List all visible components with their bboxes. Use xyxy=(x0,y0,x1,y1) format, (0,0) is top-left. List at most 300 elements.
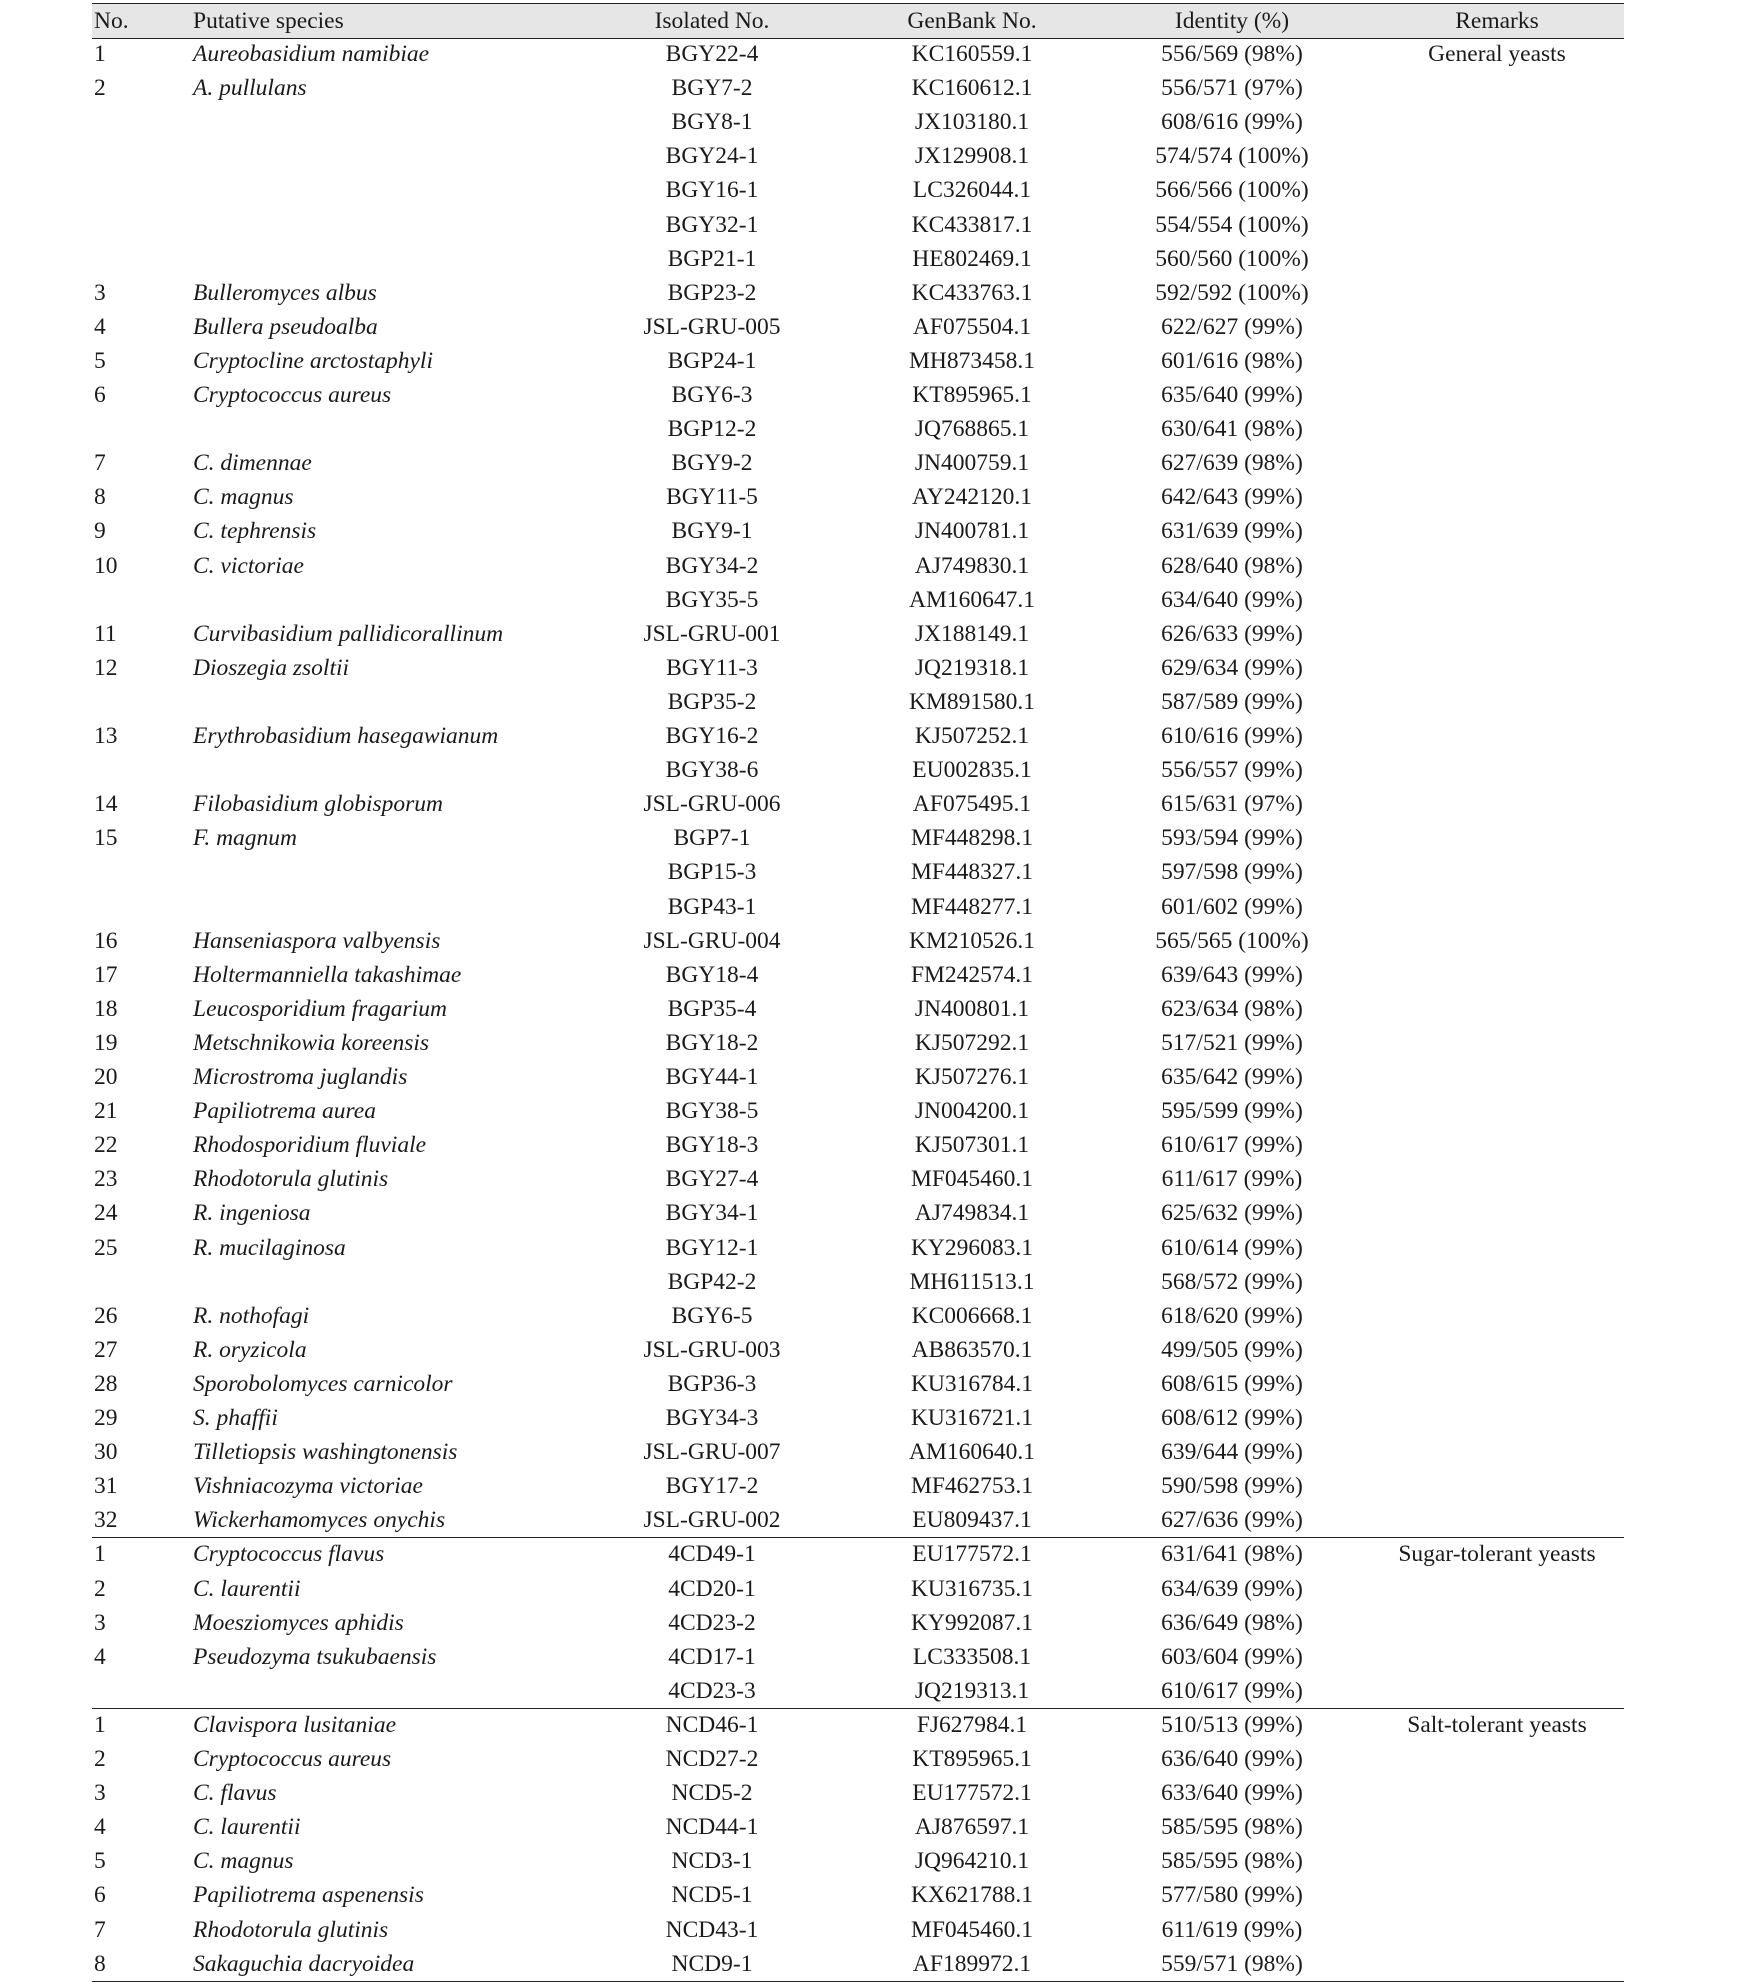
table-row xyxy=(92,890,1624,924)
cell-isolated: BGP35-4 xyxy=(667,995,757,1022)
cell-identity: 593/594 (99%) xyxy=(1161,825,1303,852)
cell-genbank: JX129908.1 xyxy=(914,143,1030,170)
cell-isolated: BGY34-3 xyxy=(665,1405,759,1431)
cell-identity: 631/639 (99%) xyxy=(1161,518,1303,545)
cell-identity: 611/619 (99%) xyxy=(1161,1916,1303,1943)
cell-species: Metschnikowia koreensis xyxy=(193,1029,430,1056)
cell-no: 24 xyxy=(94,1200,118,1227)
cell-identity: 630/641 (98%) xyxy=(1161,416,1303,443)
table-row xyxy=(92,37,1624,71)
cell-species: Filobasidium globisporum xyxy=(193,791,444,818)
cell-identity: 628/640 (98%) xyxy=(1161,552,1303,579)
cell-species: C. victoriae xyxy=(193,552,304,579)
cell-no: 27 xyxy=(94,1336,118,1363)
cell-genbank: KC006668.1 xyxy=(911,1302,1033,1329)
table-row xyxy=(92,105,1624,139)
cell-identity: 597/598 (99%) xyxy=(1161,859,1303,886)
cell-genbank: MF045460.1 xyxy=(910,1916,1034,1943)
cell-isolated: BGY12-1 xyxy=(665,1234,759,1261)
table-row xyxy=(92,276,1624,310)
table-row xyxy=(92,1810,1624,1844)
cell-genbank: MF462753.1 xyxy=(910,1473,1034,1500)
cell-no: 9 xyxy=(94,518,106,545)
cell-isolated: BGP42-2 xyxy=(667,1268,757,1295)
cell-isolated: NCD5-2 xyxy=(671,1780,753,1807)
cell-isolated: BGY16-1 xyxy=(665,177,759,204)
cell-isolated: NCD9-1 xyxy=(671,1950,753,1977)
table-header xyxy=(92,3,1624,39)
cell-identity: 634/640 (99%) xyxy=(1161,586,1303,613)
cell-identity: 635/640 (99%) xyxy=(1161,382,1303,408)
cell-identity: 565/565 (100%) xyxy=(1155,927,1309,954)
cell-isolated: BGY16-2 xyxy=(665,723,759,749)
table-row xyxy=(92,1094,1624,1128)
cell-species: Bullera pseudoalba xyxy=(193,313,378,340)
cell-genbank: KJ507292.1 xyxy=(914,1029,1030,1056)
cell-no: 8 xyxy=(94,484,106,511)
table-row xyxy=(92,1231,1624,1265)
cell-genbank: HE802469.1 xyxy=(912,245,1032,272)
cell-no: 6 xyxy=(94,1882,106,1909)
cell-identity: 623/634 (98%) xyxy=(1161,995,1303,1022)
cell-no: 13 xyxy=(94,723,118,749)
cell-genbank: KU316735.1 xyxy=(910,1575,1034,1602)
table-row xyxy=(92,1333,1624,1367)
table-row xyxy=(92,1162,1624,1196)
cell-genbank: KM891580.1 xyxy=(909,688,1035,715)
header-isolated: Isolated No. xyxy=(654,8,770,34)
table-row xyxy=(92,480,1624,514)
table-row xyxy=(92,1674,1624,1708)
cell-species: R. mucilaginosa xyxy=(193,1234,346,1261)
cell-no: 2 xyxy=(94,1575,106,1602)
cell-genbank: EU177572.1 xyxy=(912,1780,1032,1807)
cell-identity: 559/571 (98%) xyxy=(1161,1950,1303,1977)
cell-isolated: 4CD23-2 xyxy=(668,1609,756,1636)
cell-isolated: BGY38-5 xyxy=(665,1098,759,1125)
table-row xyxy=(92,139,1624,173)
cell-isolated: JSL-GRU-005 xyxy=(643,313,781,340)
cell-identity: 603/604 (99%) xyxy=(1161,1643,1303,1670)
cell-genbank: AJ876597.1 xyxy=(914,1814,1030,1841)
cell-isolated: 4CD49-1 xyxy=(668,1541,756,1568)
table-row xyxy=(92,378,1624,412)
cell-isolated: BGY34-1 xyxy=(665,1200,759,1227)
cell-identity: 608/615 (99%) xyxy=(1161,1370,1303,1397)
cell-species: C. flavus xyxy=(193,1780,277,1807)
cell-genbank: EU809437.1 xyxy=(912,1507,1032,1534)
header-no: No. xyxy=(94,8,129,34)
cell-isolated: BGY18-4 xyxy=(665,961,759,988)
cell-isolated: BGY9-2 xyxy=(671,450,753,477)
cell-genbank: JQ768865.1 xyxy=(914,416,1030,443)
cell-no: 31 xyxy=(94,1473,118,1500)
cell-isolated: BGP12-2 xyxy=(667,416,757,443)
cell-genbank: AY242120.1 xyxy=(912,484,1032,511)
cell-genbank: AJ749834.1 xyxy=(914,1200,1030,1227)
cell-identity: 560/560 (100%) xyxy=(1155,245,1309,272)
table-row xyxy=(92,583,1624,617)
cell-no: 30 xyxy=(94,1439,118,1466)
cell-remarks: General yeasts xyxy=(1428,41,1566,67)
cell-genbank: KY296083.1 xyxy=(910,1234,1034,1261)
table-row xyxy=(92,412,1624,446)
cell-genbank: JN400801.1 xyxy=(914,995,1030,1022)
table-row xyxy=(92,242,1624,276)
cell-no: 3 xyxy=(94,1609,106,1636)
table-row xyxy=(92,1299,1624,1333)
cell-identity: 590/598 (99%) xyxy=(1161,1473,1303,1500)
cell-identity: 608/612 (99%) xyxy=(1161,1405,1303,1431)
table-row xyxy=(92,719,1624,753)
cell-no: 23 xyxy=(94,1166,118,1193)
cell-species: Cryptocline arctostaphyli xyxy=(193,347,433,374)
cell-species: F. magnum xyxy=(193,825,298,852)
cell-genbank: JQ219318.1 xyxy=(914,654,1030,681)
cell-genbank: MF448298.1 xyxy=(910,825,1034,852)
cell-identity: 611/617 (99%) xyxy=(1161,1166,1303,1193)
cell-no: 19 xyxy=(94,1029,118,1056)
cell-species: Cryptococcus aureus xyxy=(193,1746,392,1772)
cell-identity: 608/616 (99%) xyxy=(1161,109,1303,136)
cell-identity: 610/614 (99%) xyxy=(1161,1234,1303,1261)
cell-species: Rhodotorula glutinis xyxy=(193,1916,389,1943)
table-row xyxy=(92,1708,1624,1742)
cell-no: 28 xyxy=(94,1370,118,1397)
table-row xyxy=(92,958,1624,992)
cell-species: Holtermanniella takashimae xyxy=(193,961,462,988)
cell-isolated: BGP35-2 xyxy=(667,688,757,715)
cell-genbank: JN400759.1 xyxy=(914,450,1030,477)
table-row xyxy=(92,1742,1624,1776)
cell-genbank: KM210526.1 xyxy=(909,927,1035,954)
cell-no: 12 xyxy=(94,654,118,681)
cell-isolated: BGP21-1 xyxy=(667,245,757,272)
cell-identity: 566/566 (100%) xyxy=(1155,177,1309,204)
cell-identity: 601/602 (99%) xyxy=(1161,893,1303,920)
cell-identity: 629/634 (99%) xyxy=(1161,654,1303,681)
cell-genbank: AB863570.1 xyxy=(911,1336,1033,1363)
table-row xyxy=(92,208,1624,242)
cell-identity: 635/642 (99%) xyxy=(1161,1064,1303,1090)
table-row xyxy=(92,1469,1624,1503)
cell-genbank: KJ507301.1 xyxy=(914,1132,1030,1159)
table-row xyxy=(92,1537,1624,1571)
cell-identity: 625/632 (99%) xyxy=(1161,1200,1303,1227)
cell-identity: 615/631 (97%) xyxy=(1161,791,1303,818)
cell-genbank: KU316721.1 xyxy=(910,1405,1034,1431)
cell-isolated: BGY32-1 xyxy=(665,211,759,238)
table-row xyxy=(92,71,1624,105)
cell-species: Pseudozyma tsukubaensis xyxy=(193,1643,437,1670)
cell-genbank: JN004200.1 xyxy=(914,1098,1030,1125)
cell-identity: 610/617 (99%) xyxy=(1161,1132,1303,1159)
header-genbank: GenBank No. xyxy=(907,8,1037,34)
cell-genbank: JX188149.1 xyxy=(914,620,1030,647)
cell-genbank: AF075495.1 xyxy=(912,791,1032,818)
cell-identity: 585/595 (98%) xyxy=(1161,1814,1303,1841)
cell-species: Clavispora lusitaniae xyxy=(193,1711,397,1738)
header-species: Putative species xyxy=(193,8,344,34)
cell-no: 14 xyxy=(94,791,118,818)
cell-genbank: KT895965.1 xyxy=(912,1746,1032,1772)
cell-isolated: BGP24-1 xyxy=(667,347,757,374)
cell-no: 15 xyxy=(94,825,118,852)
cell-identity: 618/620 (99%) xyxy=(1161,1302,1303,1329)
cell-identity: 639/644 (99%) xyxy=(1161,1439,1303,1466)
cell-genbank: JQ964210.1 xyxy=(914,1848,1030,1875)
table-row xyxy=(92,1503,1624,1537)
cell-isolated: NCD46-1 xyxy=(665,1711,759,1738)
table-row xyxy=(92,651,1624,685)
table-row xyxy=(92,1435,1624,1469)
cell-genbank: AF189972.1 xyxy=(912,1950,1032,1977)
cell-genbank: JX103180.1 xyxy=(914,109,1030,136)
table-row xyxy=(92,344,1624,378)
cell-isolated: BGY6-5 xyxy=(671,1302,753,1329)
table-row xyxy=(92,617,1624,651)
cell-identity: 639/643 (99%) xyxy=(1161,961,1303,988)
cell-no: 4 xyxy=(94,1814,106,1841)
cell-no: 29 xyxy=(94,1405,118,1431)
cell-identity: 626/633 (99%) xyxy=(1161,620,1303,647)
cell-identity: 568/572 (99%) xyxy=(1161,1268,1303,1295)
cell-identity: 610/617 (99%) xyxy=(1161,1677,1303,1704)
cell-identity: 554/554 (100%) xyxy=(1155,211,1309,238)
cell-isolated: BGY6-3 xyxy=(671,382,753,408)
cell-isolated: 4CD17-1 xyxy=(668,1643,756,1670)
cell-identity: 574/574 (100%) xyxy=(1155,143,1309,170)
table-row xyxy=(92,1060,1624,1094)
cell-genbank: KC433763.1 xyxy=(911,279,1033,306)
cell-no: 8 xyxy=(94,1950,106,1977)
cell-identity: 633/640 (99%) xyxy=(1161,1780,1303,1807)
cell-isolated: NCD43-1 xyxy=(665,1916,759,1943)
cell-isolated: BGY9-1 xyxy=(671,518,753,545)
cell-isolated: BGY24-1 xyxy=(665,143,759,170)
cell-isolated: BGY38-6 xyxy=(665,757,759,784)
cell-remarks: Sugar-tolerant yeasts xyxy=(1398,1541,1596,1568)
table-row xyxy=(92,992,1624,1026)
table-row xyxy=(92,549,1624,583)
cell-identity: 556/571 (97%) xyxy=(1161,75,1303,102)
cell-species: R. nothofagi xyxy=(193,1302,310,1329)
cell-species: C. tephrensis xyxy=(193,518,317,545)
cell-identity: 585/595 (98%) xyxy=(1161,1848,1303,1875)
cell-species: C. magnus xyxy=(193,484,294,511)
cell-genbank: KY992087.1 xyxy=(910,1609,1034,1636)
cell-species: Papiliotrema aurea xyxy=(193,1098,376,1125)
cell-identity: 592/592 (100%) xyxy=(1155,279,1309,306)
cell-species: Aureobasidium namibiae xyxy=(193,41,430,67)
cell-no: 1 xyxy=(94,41,106,67)
cell-isolated: BGY17-2 xyxy=(665,1473,759,1500)
table-row xyxy=(92,924,1624,958)
cell-no: 20 xyxy=(94,1064,118,1090)
cell-genbank: MF448277.1 xyxy=(910,893,1034,920)
cell-isolated: JSL-GRU-001 xyxy=(643,620,781,647)
table-row xyxy=(92,1947,1624,1981)
cell-species: R. ingeniosa xyxy=(193,1200,311,1227)
cell-isolated: JSL-GRU-003 xyxy=(643,1336,781,1363)
cell-genbank: LC333508.1 xyxy=(912,1643,1032,1670)
table-row xyxy=(92,1913,1624,1947)
table-row xyxy=(92,310,1624,344)
table-row xyxy=(92,1401,1624,1435)
cell-species: Dioszegia zsoltii xyxy=(193,654,350,681)
cell-no: 3 xyxy=(94,1780,106,1807)
table-row xyxy=(92,446,1624,480)
cell-genbank: FJ627984.1 xyxy=(916,1711,1028,1738)
cell-no: 7 xyxy=(94,1916,106,1943)
cell-no: 5 xyxy=(94,347,106,374)
header-remarks: Remarks xyxy=(1455,8,1539,34)
cell-no: 10 xyxy=(94,552,118,579)
cell-isolated: 4CD20-1 xyxy=(668,1575,756,1602)
cell-species: Leucosporidium fragarium xyxy=(193,995,447,1022)
table-row xyxy=(92,855,1624,889)
cell-genbank: EU002835.1 xyxy=(912,757,1032,784)
cell-no: 17 xyxy=(94,961,118,988)
cell-genbank: MF045460.1 xyxy=(910,1166,1034,1193)
cell-genbank: KU316784.1 xyxy=(910,1370,1034,1397)
cell-isolated: BGY34-2 xyxy=(665,552,759,579)
table-row xyxy=(92,1640,1624,1674)
table-row xyxy=(92,1572,1624,1606)
cell-identity: 601/616 (98%) xyxy=(1161,347,1303,374)
cell-genbank: AF075504.1 xyxy=(912,313,1032,340)
table-row xyxy=(92,821,1624,855)
cell-species: C. dimennae xyxy=(193,450,312,477)
cell-no: 3 xyxy=(94,279,106,306)
cell-isolated: JSL-GRU-006 xyxy=(643,791,781,818)
table-row xyxy=(92,1878,1624,1912)
cell-no: 1 xyxy=(94,1541,106,1568)
cell-identity: 636/640 (99%) xyxy=(1161,1746,1303,1772)
cell-no: 16 xyxy=(94,927,118,954)
cell-no: 22 xyxy=(94,1132,118,1159)
cell-identity: 556/557 (99%) xyxy=(1161,757,1303,784)
cell-genbank: MH873458.1 xyxy=(909,347,1035,374)
cell-identity: 595/599 (99%) xyxy=(1161,1098,1303,1125)
cell-genbank: KT895965.1 xyxy=(912,382,1032,408)
cell-no: 6 xyxy=(94,382,106,408)
cell-species: Papiliotrema aspenensis xyxy=(193,1882,424,1909)
cell-genbank: MF448327.1 xyxy=(910,859,1034,886)
cell-species: C. magnus xyxy=(193,1848,294,1875)
cell-isolated: BGY27-4 xyxy=(665,1166,759,1193)
cell-isolated: BGY44-1 xyxy=(665,1064,759,1090)
cell-isolated: JSL-GRU-004 xyxy=(643,927,781,954)
header-identity: Identity (%) xyxy=(1174,8,1290,34)
cell-identity: 642/643 (99%) xyxy=(1161,484,1303,511)
cell-isolated: BGP23-2 xyxy=(667,279,757,306)
cell-species: Bulleromyces albus xyxy=(193,279,377,306)
cell-no: 4 xyxy=(94,313,106,340)
cell-species: Vishniacozyma victoriae xyxy=(193,1473,423,1500)
table-row xyxy=(92,753,1624,787)
cell-no: 11 xyxy=(94,620,117,647)
cell-genbank: JQ219313.1 xyxy=(914,1677,1030,1704)
cell-isolated: BGY11-3 xyxy=(666,654,758,681)
cell-isolated: BGP15-3 xyxy=(667,859,757,886)
cell-isolated: BGY22-4 xyxy=(665,41,759,67)
cell-species: Microstroma juglandis xyxy=(193,1064,408,1090)
cell-genbank: AM160640.1 xyxy=(909,1439,1035,1466)
table-row xyxy=(92,173,1624,207)
cell-isolated: JSL-GRU-007 xyxy=(643,1439,781,1466)
cell-isolated: BGY18-2 xyxy=(665,1029,759,1056)
cell-no: 4 xyxy=(94,1643,106,1670)
cell-genbank: AJ749830.1 xyxy=(914,552,1030,579)
cell-isolated: BGY18-3 xyxy=(665,1132,759,1159)
cell-genbank: LC326044.1 xyxy=(912,177,1032,204)
cell-isolated: JSL-GRU-002 xyxy=(643,1507,781,1534)
cell-genbank: JN400781.1 xyxy=(914,518,1030,545)
cell-species: Curvibasidium pallidicorallinum xyxy=(193,620,504,647)
cell-no: 26 xyxy=(94,1302,118,1329)
cell-isolated: BGY7-2 xyxy=(671,75,753,102)
cell-no: 25 xyxy=(94,1234,118,1261)
cell-genbank: FM242574.1 xyxy=(910,961,1034,988)
table-row xyxy=(92,1606,1624,1640)
cell-no: 2 xyxy=(94,1746,106,1772)
cell-no: 21 xyxy=(94,1098,118,1125)
cell-identity: 587/589 (99%) xyxy=(1161,688,1303,715)
cell-species: Rhodotorula glutinis xyxy=(193,1166,389,1193)
cell-identity: 510/513 (99%) xyxy=(1161,1711,1303,1738)
cell-no: 1 xyxy=(94,1711,106,1738)
cell-genbank: KC160559.1 xyxy=(911,41,1033,67)
cell-identity: 556/569 (98%) xyxy=(1161,41,1303,67)
cell-isolated: BGY35-5 xyxy=(665,586,759,613)
cell-species: Sporobolomyces carnicolor xyxy=(193,1370,453,1397)
cell-isolated: BGP43-1 xyxy=(667,893,757,920)
cell-isolated: NCD44-1 xyxy=(665,1814,759,1841)
table-row xyxy=(92,1367,1624,1401)
cell-genbank: KC160612.1 xyxy=(911,75,1033,102)
cell-genbank: MH611513.1 xyxy=(909,1268,1035,1295)
cell-species: A. pullulans xyxy=(193,75,307,102)
cell-species: Rhodosporidium fluviale xyxy=(193,1132,427,1159)
cell-species: Sakaguchia dacryoidea xyxy=(193,1950,415,1977)
cell-isolated: BGP7-1 xyxy=(673,825,751,852)
cell-identity: 627/636 (99%) xyxy=(1161,1507,1303,1534)
table-row xyxy=(92,1196,1624,1230)
cell-isolated: NCD27-2 xyxy=(665,1746,759,1772)
cell-remarks: Salt-tolerant yeasts xyxy=(1407,1711,1587,1738)
cell-species: Hanseniaspora valbyensis xyxy=(193,927,441,954)
cell-species: C. laurentii xyxy=(193,1575,301,1602)
cell-identity: 517/521 (99%) xyxy=(1161,1029,1303,1056)
cell-genbank: KC433817.1 xyxy=(911,211,1033,238)
cell-no: 18 xyxy=(94,995,118,1022)
cell-no: 7 xyxy=(94,450,106,477)
cell-identity: 636/649 (98%) xyxy=(1161,1609,1303,1636)
cell-species: Wickerhamomyces onychis xyxy=(193,1507,446,1534)
cell-isolated: 4CD23-3 xyxy=(668,1677,756,1704)
cell-species: Tilletiopsis washingtonensis xyxy=(193,1439,458,1466)
cell-isolated: BGP36-3 xyxy=(667,1370,757,1397)
cell-genbank: KX621788.1 xyxy=(910,1882,1034,1909)
cell-species: Moesziomyces aphidis xyxy=(193,1609,404,1636)
cell-identity: 631/641 (98%) xyxy=(1161,1541,1303,1568)
table-row xyxy=(92,1776,1624,1810)
cell-species: Erythrobasidium hasegawianum xyxy=(193,723,499,749)
cell-no: 5 xyxy=(94,1848,106,1875)
table-row xyxy=(92,685,1624,719)
cell-species: Cryptococcus aureus xyxy=(193,382,392,408)
